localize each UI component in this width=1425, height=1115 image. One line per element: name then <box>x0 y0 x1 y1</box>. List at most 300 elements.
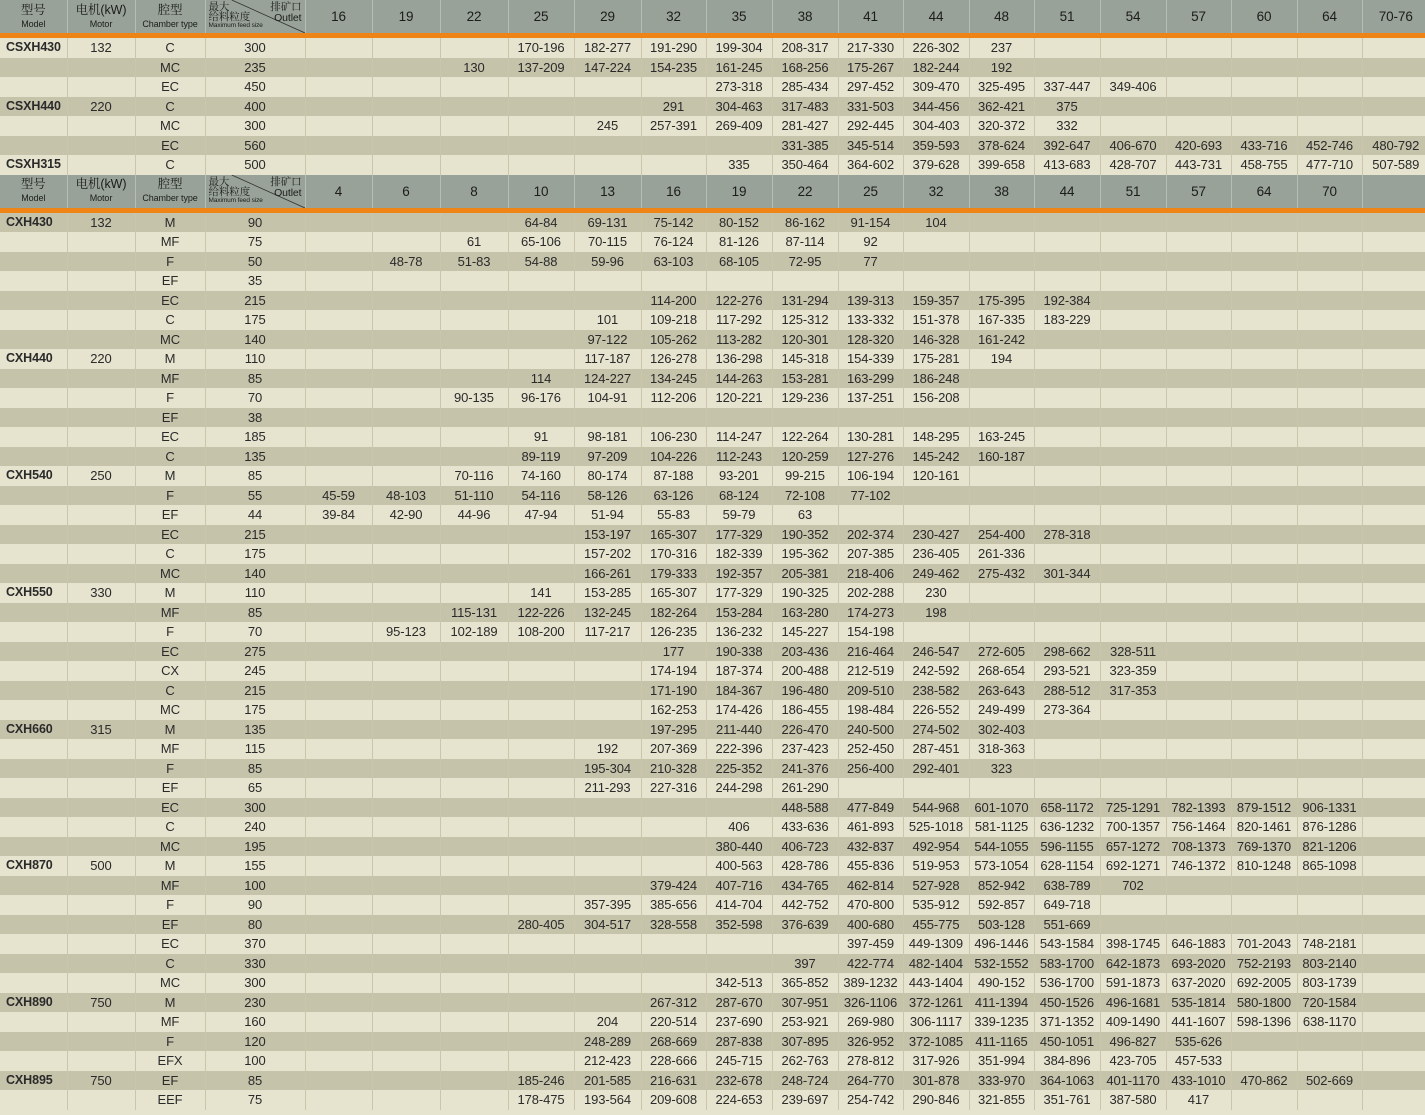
capacity-cell <box>1362 720 1425 740</box>
capacity-cell: 407-716 <box>706 876 772 896</box>
capacity-cell: 174-273 <box>838 603 903 623</box>
capacity-cell <box>1297 58 1362 78</box>
max-feed-size-cell: 400 <box>205 97 305 117</box>
chamber-type-header-en: Chamber type <box>142 18 198 29</box>
capacity-cell <box>372 778 440 798</box>
outlet-column-header: 13 <box>574 175 641 211</box>
capacity-cell: 120-221 <box>706 388 772 408</box>
capacity-cell <box>440 1090 508 1110</box>
chamber-type-cell: EC <box>135 291 205 311</box>
table-row <box>0 544 1425 564</box>
capacity-cell: 365-852 <box>772 973 838 993</box>
capacity-cell <box>1362 349 1425 369</box>
capacity-cell <box>372 583 440 603</box>
capacity-cell <box>1297 408 1362 428</box>
capacity-cell <box>1231 525 1297 545</box>
capacity-cell <box>1100 271 1166 291</box>
capacity-cell <box>1297 583 1362 603</box>
capacity-cell <box>706 271 772 291</box>
capacity-cell <box>641 155 706 175</box>
capacity-cell: 543-1584 <box>1034 934 1100 954</box>
capacity-cell: 154-235 <box>641 58 706 78</box>
capacity-cell: 182-339 <box>706 544 772 564</box>
capacity-cell <box>1166 210 1231 232</box>
capacity-cell: 535-626 <box>1166 1032 1231 1052</box>
capacity-cell <box>1362 1071 1425 1091</box>
capacity-cell: 261-290 <box>772 778 838 798</box>
capacity-cell: 201-585 <box>574 1071 641 1091</box>
max-feed-size-cell: 85 <box>205 759 305 779</box>
capacity-cell <box>574 993 641 1013</box>
capacity-cell: 101 <box>574 310 641 330</box>
capacity-cell: 63 <box>772 505 838 525</box>
capacity-cell <box>508 798 574 818</box>
capacity-cell: 160-187 <box>969 447 1034 467</box>
capacity-cell: 51-83 <box>440 252 508 272</box>
capacity-cell: 399-658 <box>969 155 1034 175</box>
capacity-cell: 269-409 <box>706 116 772 136</box>
capacity-cell: 318-363 <box>969 739 1034 759</box>
capacity-cell: 217-330 <box>838 36 903 58</box>
capacity-cell <box>574 837 641 857</box>
capacity-cell <box>1166 408 1231 428</box>
chamber-type-cell: MC <box>135 837 205 857</box>
capacity-cell <box>1231 310 1297 330</box>
capacity-cell <box>1231 739 1297 759</box>
chamber-type-header-cn: 腔型 <box>157 2 183 17</box>
capacity-cell: 68-105 <box>706 252 772 272</box>
capacity-cell: 496-1446 <box>969 934 1034 954</box>
capacity-cell: 91-154 <box>838 210 903 232</box>
capacity-cell: 649-718 <box>1034 895 1100 915</box>
capacity-cell <box>372 700 440 720</box>
capacity-cell <box>372 993 440 1013</box>
model-cell: CXH440 <box>0 349 67 369</box>
capacity-cell: 47-94 <box>508 505 574 525</box>
capacity-cell <box>440 427 508 447</box>
capacity-cell <box>305 798 372 818</box>
capacity-cell: 199-304 <box>706 36 772 58</box>
capacity-cell: 242-592 <box>903 661 969 681</box>
capacity-cell: 179-333 <box>641 564 706 584</box>
capacity-cell: 535-912 <box>903 895 969 915</box>
capacity-cell: 339-1235 <box>969 1012 1034 1032</box>
max-feed-size-cell: 275 <box>205 642 305 662</box>
capacity-cell: 434-765 <box>772 876 838 896</box>
capacity-cell <box>372 837 440 857</box>
motor-cell <box>67 759 135 779</box>
table-row <box>0 310 1425 330</box>
capacity-cell: 244-298 <box>706 778 772 798</box>
capacity-cell <box>969 603 1034 623</box>
capacity-cell: 136-232 <box>706 622 772 642</box>
capacity-cell: 132-245 <box>574 603 641 623</box>
capacity-cell: 496-827 <box>1100 1032 1166 1052</box>
table-row <box>0 1012 1425 1032</box>
max-feed-size-cell: 370 <box>205 934 305 954</box>
header-row <box>0 175 1425 211</box>
chamber-type-cell: EF <box>135 915 205 935</box>
capacity-cell <box>508 1012 574 1032</box>
capacity-cell: 821-1206 <box>1297 837 1362 857</box>
max-feed-size-cell: 50 <box>205 252 305 272</box>
capacity-cell <box>969 778 1034 798</box>
capacity-cell: 337-447 <box>1034 77 1100 97</box>
capacity-cell: 202-374 <box>838 525 903 545</box>
capacity-cell <box>1231 1051 1297 1071</box>
capacity-cell <box>1034 349 1100 369</box>
capacity-cell <box>574 798 641 818</box>
capacity-cell: 236-405 <box>903 544 969 564</box>
chamber-type-cell: F <box>135 252 205 272</box>
capacity-cell: 269-980 <box>838 1012 903 1032</box>
capacity-cell: 281-427 <box>772 116 838 136</box>
capacity-cell: 148-295 <box>903 427 969 447</box>
motor-cell <box>67 291 135 311</box>
capacity-cell <box>1297 97 1362 117</box>
capacity-cell: 122-226 <box>508 603 574 623</box>
capacity-cell: 126-235 <box>641 622 706 642</box>
chamber-type-cell: MF <box>135 1012 205 1032</box>
capacity-cell: 448-588 <box>772 798 838 818</box>
motor-cell <box>67 895 135 915</box>
capacity-cell: 153-285 <box>574 583 641 603</box>
capacity-cell: 157-202 <box>574 544 641 564</box>
capacity-cell: 328-558 <box>641 915 706 935</box>
table-row <box>0 369 1425 389</box>
outlet-column-header: 10 <box>508 175 574 211</box>
model-cell <box>0 252 67 272</box>
chamber-type-cell: F <box>135 759 205 779</box>
capacity-cell <box>440 642 508 662</box>
capacity-cell <box>574 291 641 311</box>
capacity-cell <box>574 271 641 291</box>
capacity-cell <box>1231 603 1297 623</box>
table-row <box>0 349 1425 369</box>
capacity-cell <box>969 252 1034 272</box>
capacity-cell <box>1362 583 1425 603</box>
capacity-cell: 77 <box>838 252 903 272</box>
capacity-cell: 544-968 <box>903 798 969 818</box>
capacity-cell <box>440 817 508 837</box>
capacity-cell <box>1362 642 1425 662</box>
capacity-cell <box>1231 369 1297 389</box>
max-feed-size-cell: 75 <box>205 232 305 252</box>
table-row <box>0 1032 1425 1052</box>
capacity-cell: 433-1010 <box>1166 1071 1231 1091</box>
capacity-cell: 212-519 <box>838 661 903 681</box>
capacity-cell: 406-723 <box>772 837 838 857</box>
capacity-cell: 879-1512 <box>1231 798 1297 818</box>
table-row <box>0 837 1425 857</box>
capacity-cell <box>1100 544 1166 564</box>
chamber-type-cell: C <box>135 544 205 564</box>
capacity-cell <box>969 388 1034 408</box>
capacity-cell: 249-499 <box>969 700 1034 720</box>
capacity-cell <box>440 856 508 876</box>
motor-cell <box>67 915 135 935</box>
motor-cell <box>67 486 135 506</box>
capacity-cell: 455-775 <box>903 915 969 935</box>
capacity-cell: 638-1170 <box>1297 1012 1362 1032</box>
capacity-cell <box>1166 525 1231 545</box>
feed-cn-2: 给料粒度 <box>208 185 251 198</box>
table-row <box>0 856 1425 876</box>
outlet-column-header: 16 <box>641 175 706 211</box>
model-cell <box>0 739 67 759</box>
capacity-cell: 245 <box>574 116 641 136</box>
capacity-cell <box>1297 525 1362 545</box>
capacity-cell: 411-1394 <box>969 993 1034 1013</box>
capacity-cell: 292-401 <box>903 759 969 779</box>
capacity-cell: 532-1552 <box>969 954 1034 974</box>
capacity-cell <box>1362 36 1425 58</box>
capacity-cell: 117-187 <box>574 349 641 369</box>
capacity-cell <box>1297 681 1362 701</box>
chamber-type-cell: CX <box>135 661 205 681</box>
capacity-cell: 321-855 <box>969 1090 1034 1110</box>
capacity-cell: 170-196 <box>508 36 574 58</box>
capacity-cell: 331-503 <box>838 97 903 117</box>
capacity-cell: 371-1352 <box>1034 1012 1100 1032</box>
capacity-cell: 159-357 <box>903 291 969 311</box>
table-row <box>0 466 1425 486</box>
capacity-cell: 177-329 <box>706 583 772 603</box>
capacity-cell: 413-683 <box>1034 155 1100 175</box>
capacity-cell <box>440 700 508 720</box>
chamber-type-cell: F <box>135 388 205 408</box>
capacity-cell <box>305 661 372 681</box>
max-feed-size-cell: 55 <box>205 486 305 506</box>
capacity-cell <box>1231 505 1297 525</box>
capacity-cell <box>440 564 508 584</box>
capacity-cell <box>305 271 372 291</box>
capacity-cell <box>1231 271 1297 291</box>
capacity-cell <box>305 1032 372 1052</box>
outlet-column-header: 19 <box>372 0 440 36</box>
capacity-cell <box>372 642 440 662</box>
capacity-cell: 228-666 <box>641 1051 706 1071</box>
model-cell <box>0 447 67 467</box>
outlet-column-header: 64 <box>1231 175 1297 211</box>
max-feed-size-cell: 70 <box>205 622 305 642</box>
capacity-cell <box>305 856 372 876</box>
capacity-cell: 186-248 <box>903 369 969 389</box>
capacity-cell <box>1362 271 1425 291</box>
capacity-cell: 93-201 <box>706 466 772 486</box>
capacity-cell <box>1297 447 1362 467</box>
table-row <box>0 895 1425 915</box>
capacity-cell: 287-670 <box>706 993 772 1013</box>
chamber-type-cell: MC <box>135 330 205 350</box>
capacity-cell: 379-628 <box>903 155 969 175</box>
capacity-cell: 63-126 <box>641 486 706 506</box>
capacity-cell <box>372 817 440 837</box>
capacity-cell: 99-215 <box>772 466 838 486</box>
outlet-column-header: 57 <box>1166 0 1231 36</box>
model-cell: CXH870 <box>0 856 67 876</box>
capacity-cell: 461-893 <box>838 817 903 837</box>
motor-header <box>67 175 135 211</box>
capacity-cell <box>1100 603 1166 623</box>
max-feed-size-cell: 240 <box>205 817 305 837</box>
capacity-cell: 72-95 <box>772 252 838 272</box>
capacity-cell <box>969 466 1034 486</box>
capacity-cell: 249-462 <box>903 564 969 584</box>
capacity-cell <box>1362 661 1425 681</box>
capacity-cell <box>440 330 508 350</box>
capacity-cell: 428-707 <box>1100 155 1166 175</box>
capacity-cell <box>1231 1090 1297 1110</box>
max-feed-size-cell: 300 <box>205 973 305 993</box>
max-feed-size-cell: 330 <box>205 954 305 974</box>
capacity-cell: 820-1461 <box>1231 817 1297 837</box>
capacity-cell <box>1034 271 1100 291</box>
capacity-cell: 470-862 <box>1231 1071 1297 1091</box>
capacity-cell <box>440 895 508 915</box>
capacity-cell: 175-267 <box>838 58 903 78</box>
capacity-cell <box>1166 876 1231 896</box>
model-cell <box>0 505 67 525</box>
capacity-cell <box>1100 116 1166 136</box>
capacity-cell: 207-385 <box>838 544 903 564</box>
capacity-cell: 106-194 <box>838 466 903 486</box>
capacity-cell <box>1297 1032 1362 1052</box>
capacity-cell <box>1166 778 1231 798</box>
capacity-cell <box>372 973 440 993</box>
capacity-cell: 317-483 <box>772 97 838 117</box>
capacity-cell <box>1034 720 1100 740</box>
capacity-cell <box>1166 583 1231 603</box>
outlet-column-header: 19 <box>706 175 772 211</box>
capacity-cell <box>305 915 372 935</box>
chamber-type-header-en: Chamber type <box>142 193 198 203</box>
feed-outlet-header <box>205 0 305 36</box>
capacity-cell: 637-2020 <box>1166 973 1231 993</box>
capacity-cell <box>1297 661 1362 681</box>
capacity-cell: 211-440 <box>706 720 772 740</box>
capacity-cell <box>372 1071 440 1091</box>
chamber-type-cell: EC <box>135 798 205 818</box>
capacity-cell: 198-484 <box>838 700 903 720</box>
feed-en: Maximum feed size <box>208 22 263 29</box>
capacity-cell <box>508 876 574 896</box>
capacity-cell: 175-395 <box>969 291 1034 311</box>
chamber-type-cell: F <box>135 895 205 915</box>
capacity-cell <box>305 97 372 117</box>
table-row <box>0 1051 1425 1071</box>
capacity-cell: 252-450 <box>838 739 903 759</box>
capacity-cell <box>1297 759 1362 779</box>
capacity-cell: 325-495 <box>969 77 1034 97</box>
capacity-cell: 197-295 <box>641 720 706 740</box>
capacity-cell <box>1231 447 1297 467</box>
capacity-cell: 102-189 <box>440 622 508 642</box>
capacity-cell: 503-128 <box>969 915 1034 935</box>
capacity-cell: 349-406 <box>1100 77 1166 97</box>
capacity-cell <box>1231 720 1297 740</box>
capacity-cell <box>372 876 440 896</box>
capacity-cell <box>372 1012 440 1032</box>
capacity-cell <box>1166 486 1231 506</box>
capacity-cell <box>1297 252 1362 272</box>
capacity-cell <box>372 291 440 311</box>
model-cell <box>0 544 67 564</box>
capacity-cell: 137-209 <box>508 58 574 78</box>
capacity-cell: 72-108 <box>772 486 838 506</box>
capacity-cell: 601-1070 <box>969 798 1034 818</box>
outlet-cn: 排矿口 <box>270 175 302 188</box>
capacity-cell: 375 <box>1034 97 1100 117</box>
capacity-cell: 205-381 <box>772 564 838 584</box>
capacity-cell <box>372 856 440 876</box>
capacity-cell: 285-434 <box>772 77 838 97</box>
capacity-cell: 117-217 <box>574 622 641 642</box>
capacity-cell: 196-480 <box>772 681 838 701</box>
motor-cell <box>67 1012 135 1032</box>
capacity-cell <box>1100 252 1166 272</box>
capacity-cell: 61 <box>440 232 508 252</box>
model-cell <box>0 564 67 584</box>
capacity-cell: 167-335 <box>969 310 1034 330</box>
capacity-cell <box>1231 466 1297 486</box>
capacity-cell <box>1362 622 1425 642</box>
capacity-cell: 240-500 <box>838 720 903 740</box>
capacity-cell: 204 <box>574 1012 641 1032</box>
capacity-cell: 156-208 <box>903 388 969 408</box>
capacity-cell <box>1034 505 1100 525</box>
capacity-cell <box>903 778 969 798</box>
capacity-cell <box>1362 681 1425 701</box>
motor-cell <box>67 700 135 720</box>
capacity-cell: 693-2020 <box>1166 954 1231 974</box>
chamber-type-cell: EFX <box>135 1051 205 1071</box>
capacity-cell <box>1297 369 1362 389</box>
model-cell <box>0 525 67 545</box>
capacity-cell: 372-1085 <box>903 1032 969 1052</box>
capacity-cell <box>1231 349 1297 369</box>
capacity-cell: 253-921 <box>772 1012 838 1032</box>
capacity-cell <box>1166 427 1231 447</box>
capacity-cell <box>1100 330 1166 350</box>
capacity-cell: 433-716 <box>1231 136 1297 156</box>
capacity-cell <box>574 408 641 428</box>
model-cell <box>0 934 67 954</box>
capacity-cell: 64-84 <box>508 210 574 232</box>
capacity-cell: 161-245 <box>706 58 772 78</box>
capacity-cell <box>440 525 508 545</box>
capacity-cell <box>641 856 706 876</box>
capacity-cell: 335 <box>706 155 772 175</box>
table-row <box>0 973 1425 993</box>
capacity-cell <box>1034 388 1100 408</box>
motor-cell <box>67 447 135 467</box>
table-row <box>0 525 1425 545</box>
capacity-cell: 432-837 <box>838 837 903 857</box>
capacity-cell <box>1034 58 1100 78</box>
capacity-cell: 507-589 <box>1362 155 1425 175</box>
capacity-cell: 345-514 <box>838 136 903 156</box>
capacity-cell <box>1166 310 1231 330</box>
capacity-cell: 87-188 <box>641 466 706 486</box>
capacity-cell <box>1166 349 1231 369</box>
model-header <box>0 175 67 211</box>
capacity-cell: 288-512 <box>1034 681 1100 701</box>
max-feed-size-cell: 80 <box>205 915 305 935</box>
capacity-cell: 65-106 <box>508 232 574 252</box>
capacity-cell <box>1362 700 1425 720</box>
motor-cell <box>67 778 135 798</box>
